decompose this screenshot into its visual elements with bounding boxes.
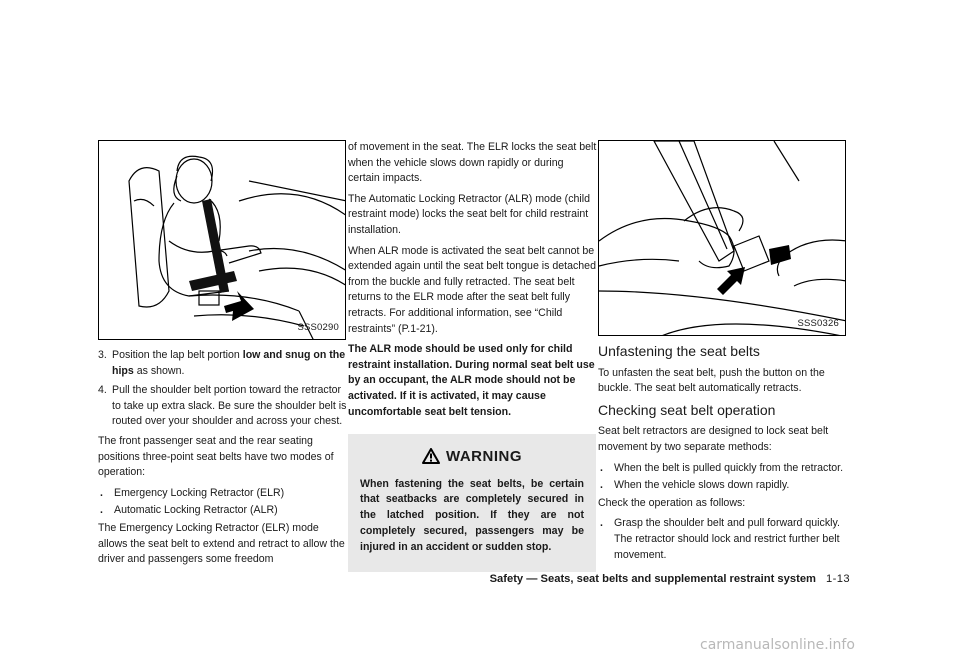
list-item	[598, 461, 848, 477]
paragraph: Seat belt retractors are designed to lock seat belt movement by two separate methods:	[598, 425, 829, 453]
list-item-text: When the vehicle slows down rapidly.	[614, 479, 790, 492]
heading-unfastening: Unfastening the seat belts	[598, 343, 760, 359]
step-number: 4.	[98, 384, 107, 397]
step-4	[98, 383, 348, 430]
warning-icon	[422, 448, 440, 464]
paragraph: of movement in the seat. The ELR locks the seat belt when the vehicle slows down rapidly or during certain impacts.	[348, 141, 597, 185]
paragraph: The Automatic Locking Retractor (ALR) mode (child restraint mode) locks the seat belt for child restraint installation.	[348, 192, 590, 236]
figure-buckle-release	[598, 140, 846, 336]
list-item-text: Automatic Locking Retractor (ALR)	[114, 504, 278, 517]
bullet-icon: .	[600, 517, 603, 530]
paragraph: To unfasten the seat belt, push the button on the buckle. The seat belt automatically retracts.	[598, 366, 825, 395]
page-footer	[470, 573, 850, 585]
step-tail: as shown.	[133, 364, 185, 377]
list-item-text: Emergency Locking Retractor (ELR)	[114, 486, 285, 499]
warning-box	[348, 434, 596, 572]
step-text: Pull the shoulder belt portion toward the retractor to take up extra slack. Be sure the shoulder belt is routed over your shoulder and across your chest.	[112, 384, 347, 428]
figure-code: SSS0290	[297, 322, 339, 334]
list-item	[598, 516, 848, 563]
column-right	[598, 140, 848, 565]
paragraph: Check the operation as follows:	[598, 496, 746, 509]
warning-text: When fastening the seat belts, be certain that seatbacks are completely secured in the latched position. If they are not completely secured, passengers may be injured in an accident or sudden stop.	[360, 477, 584, 553]
list-item-text: Grasp the shoulder belt and pull forward quickly. The retractor should lock and restrict further belt movement.	[614, 517, 840, 561]
step-number: 3.	[98, 349, 107, 361]
column-left	[98, 140, 348, 573]
bullet-icon: .	[600, 479, 603, 492]
step-text: Position the lap belt portion	[112, 349, 243, 361]
list-item	[98, 503, 348, 519]
alr-notice: The ALR mode should be used only for child restraint installation. During normal seat belt use by an occupant, the ALR mode should not be activated. If it is activated, it may cause uncomfortable seat belt tension.	[348, 343, 595, 418]
paragraph: The Emergency Locking Retractor (ELR) mode allows the seat belt to extend and retract to allow the driver and passengers some freedom	[98, 521, 345, 566]
page-number: 1-13	[826, 573, 850, 585]
figure-code: SSS0326	[797, 318, 839, 330]
warning-title: WARNING	[446, 448, 522, 466]
heading-checking: Checking seat belt operation	[598, 401, 776, 418]
buckle-release-illustration	[599, 141, 846, 336]
section-title: Safety — Seats, seat belts and supplemental restraint system	[489, 573, 816, 585]
bullet-icon: .	[100, 486, 103, 499]
passenger-seatbelt-illustration	[99, 141, 346, 340]
list-item	[98, 486, 348, 502]
figure-seatbelt-passenger	[98, 140, 346, 340]
step-3	[98, 348, 348, 379]
column-middle	[348, 140, 598, 572]
list-item	[598, 478, 848, 494]
list-item-text: When the belt is pulled quickly from the retractor.	[614, 461, 844, 474]
paragraph: The front passenger seat and the rear seating positions three-point seat belts have two modes of operation:	[98, 434, 334, 479]
bullet-icon: .	[100, 504, 103, 517]
paragraph: When ALR mode is activated the seat belt cannot be extended again until the seat belt tongue is detached from the buckle and fully retracted. The seat belt returns to the ELR mode after the seat belt fully retracts. For additional information, see “Child restraints” (P.1-21).	[348, 244, 596, 335]
warning-header	[360, 448, 584, 465]
watermark: carmanualsonline.info	[700, 637, 855, 653]
step-emphasis: low and snug on the hips	[112, 349, 346, 377]
bullet-icon: .	[600, 461, 603, 474]
